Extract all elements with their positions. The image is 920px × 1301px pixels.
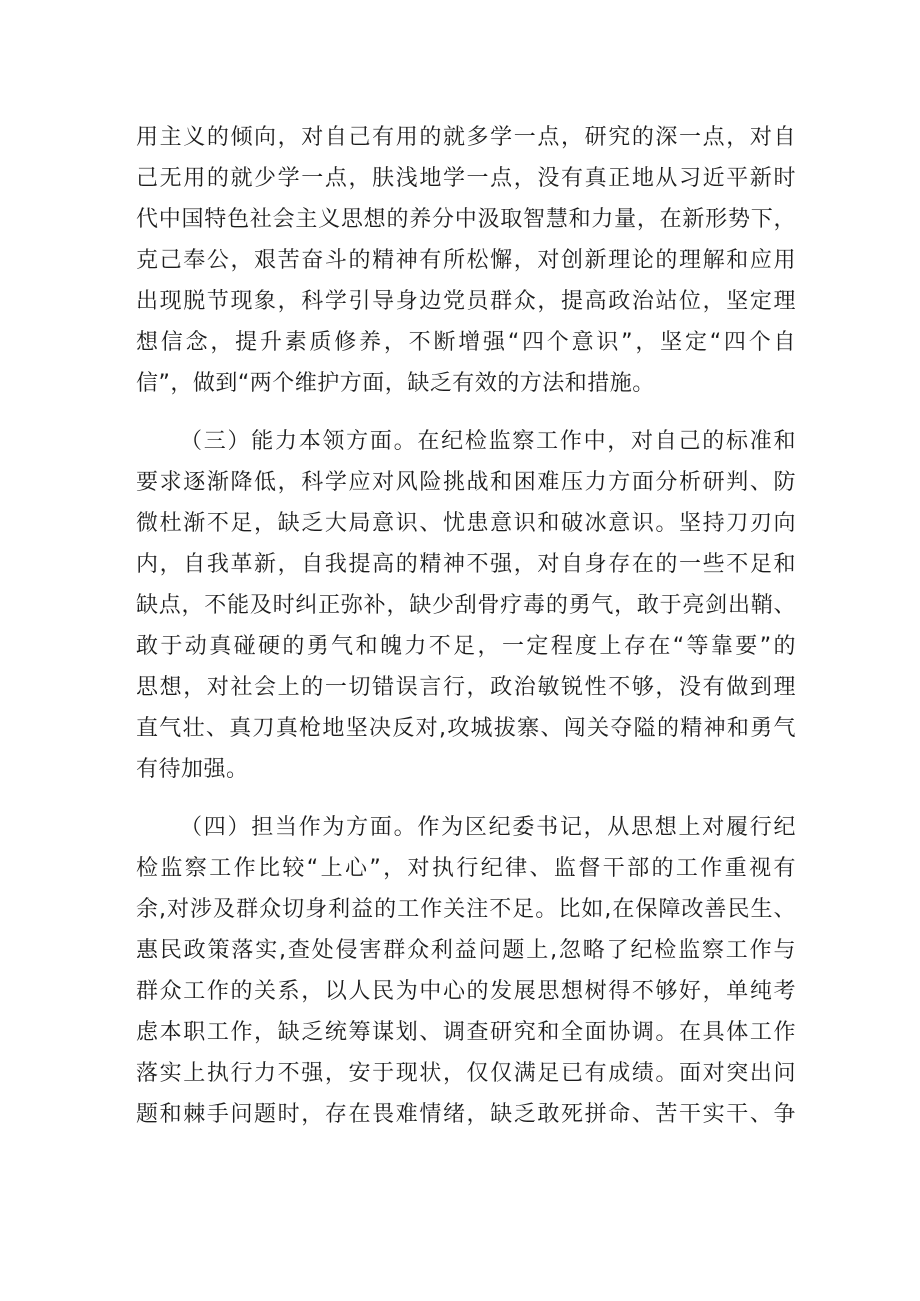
- text-line: 缺点，不能及时纠正弥补，缺少刮骨疗毒的勇气，敢于亮剑出鞘、: [136, 593, 796, 618]
- text-line: 要求逐渐降低，科学应对风险挑战和困难压力方面分析研判、防: [136, 470, 796, 495]
- text-line: 用主义的倾向，对自己有用的就多学一点，研究的深一点，对自: [136, 125, 796, 150]
- text-line: 落实上执行力不强，安于现状，仅仅满足已有成绩。面对突出问: [136, 1061, 796, 1086]
- text-line: 信”，做到“两个维护方面，缺乏有效的方法和措施。: [136, 371, 655, 396]
- text-line: 克己奉公，艰苦奋斗的精神有所松懈，对创新理论的理解和应用: [136, 248, 796, 273]
- text-line: 代中国特色社会主义思想的养分中汲取智慧和力量，在新形势下，: [136, 207, 796, 232]
- text-line: 想信念，提升素质修养，不断增强“四个意识”，坚定“四个自: [136, 330, 796, 355]
- text-line: 虑本职工作，缺乏统筹谋划、调查研究和全面协调。在具体工作: [136, 1020, 796, 1045]
- text-line: 检监察工作比较“上心”，对执行纪律、监督干部的工作重视有: [136, 856, 797, 881]
- text-line: 内，自我革新，自我提高的精神不强，对自身存在的一些不足和: [136, 552, 796, 577]
- text-line: 惠民政策落实,查处侵害群众利益问题上,忽略了纪检监察工作与: [136, 938, 796, 963]
- text-line: 群众工作的关系，以人民为中心的发展思想树得不够好，单纯考: [136, 979, 796, 1004]
- text-line: 敢于动真碰硬的勇气和魄力不足，一定程度上存在“等靠要”的: [136, 634, 797, 659]
- section-heading-line: （四）担当作为方面。作为区纪委书记，从思想上对履行纪: [180, 815, 796, 840]
- section-heading-line: （三）能力本领方面。在纪检监察工作中，对自己的标准和: [180, 429, 796, 454]
- text-line: 出现脱节现象，科学引导身边党员群众，提高政治站位，坚定理: [136, 289, 796, 314]
- text-line: 己无用的就少学一点，肤浅地学一点，没有真正地从习近平新时: [136, 166, 796, 191]
- text-line: 有待加强。: [136, 757, 249, 782]
- text-line: 微杜渐不足，缺乏大局意识、忧患意识和破冰意识。坚持刀刃向: [136, 511, 796, 536]
- text-line: 余,对涉及群众切身利益的工作关注不足。比如,在保障改善民生、: [136, 897, 796, 922]
- text-line: 直气壮、真刀真枪地坚决反对,攻城拔寨、闯关夺隘的精神和勇气: [136, 716, 796, 741]
- text-line: 思想，对社会上的一切错误言行，政治敏锐性不够，没有做到理: [136, 675, 796, 700]
- text-line: 题和棘手问题时，存在畏难情绪，缺乏敢死拼命、苦干实干、争: [136, 1102, 796, 1127]
